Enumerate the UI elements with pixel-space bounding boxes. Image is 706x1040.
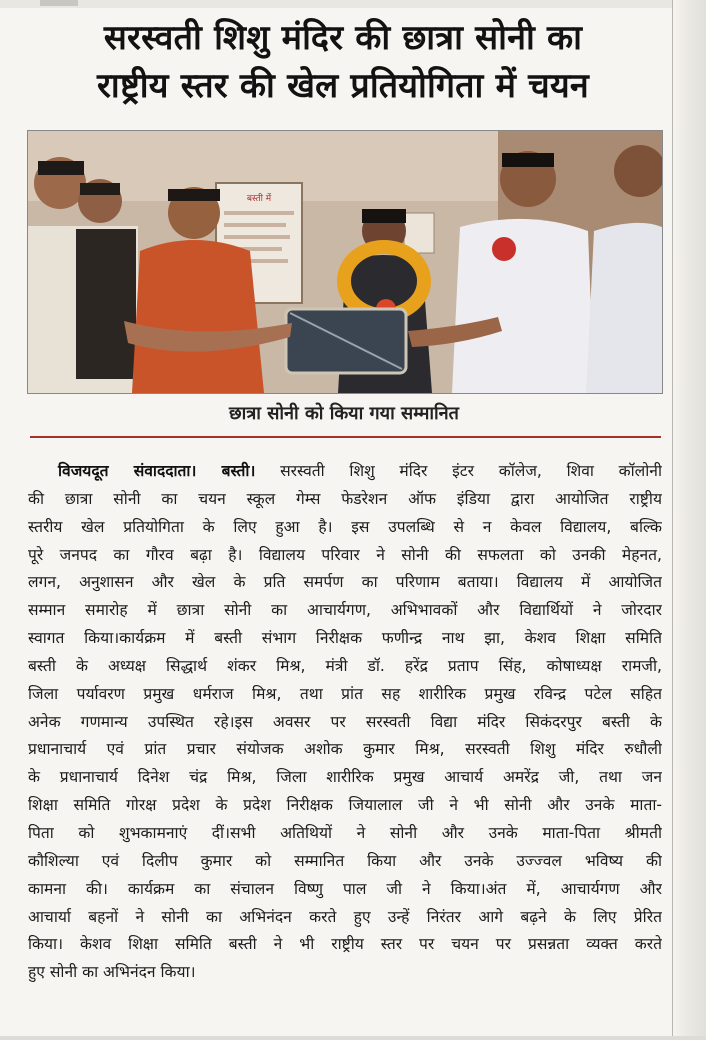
photo-caption: छात्रा सोनी को किया गया सम्मानित xyxy=(229,403,459,424)
article-line: किया। केशव शिक्षा समिति बस्ती ने भी राष्ट्रीय स्तर पर चयन पर प्रसन्नता व्यक्त करते xyxy=(28,935,662,954)
article-line: पिता को शुभकामनाएं दीं।सभी अतिथियों ने सोनी और उनके माता-पिता श्रीमती xyxy=(28,823,662,842)
article-line: कामना की। कार्यक्रम का संचालन विष्णु पाल जी ने किया।अंत में, आचार्यगण और xyxy=(28,879,662,898)
headline-line-2: राष्ट्रीय स्तर की खेल प्रतियोगिता में चयन xyxy=(97,66,589,106)
article-line: कौशिल्या एवं दिलीप कुमार को सम्मानित किया और उनके उज्ज्वल भविष्य की xyxy=(28,851,662,870)
article-line: के प्रधानाचार्य दिनेश चंद्र मिश्र, जिला शारीरिक प्रमुख आचार्य अमरेंद्र जी, तथा जन xyxy=(28,768,662,787)
article-line-1-text: सरस्वती शिशु मंदिर इंटर कॉलेज, शिवा कॉलोनी xyxy=(255,462,662,480)
article-line: जिला पर्यावरण प्रमुख धर्मराज मिश्र, तथा प्रांत सह शारीरिक प्रमुख रविन्द्र पटेल सहित xyxy=(28,684,662,703)
article-line: स्तरीय खेल प्रतियोगिता के लिए हुआ है। इस उपलब्धि से न केवल विद्यालय, बल्कि xyxy=(28,517,662,536)
article-line: अनेक गणमान्य उपस्थित रहे।इस अवसर पर सरस्वती विद्या मंदिर सिकंदरपुर बस्ती के xyxy=(28,712,662,731)
clipped-text-fragment xyxy=(40,0,78,6)
article-line: स्वागत किया।कार्यक्रम में बस्ती संभाग निरीक्षक फणीन्द्र नाथ झा, केशव शिक्षा समिति xyxy=(28,629,662,648)
headline xyxy=(18,14,668,110)
headline-line-1: सरस्वती शिशु मंदिर की छात्रा सोनी का xyxy=(103,18,583,58)
article-line xyxy=(28,458,662,486)
news-photo xyxy=(27,130,663,394)
article-line: सम्मान समारोह में छात्रा सोनी का आचार्यगण, अभिभावकों और विद्यार्थियों ने जोरदार xyxy=(28,601,662,620)
article-line: प्रधानाचार्य एवं प्रांत प्रचार संयोजक अशोक कुमार मिश्र, सरस्वती शिशु मंदिर रुधौली xyxy=(28,740,662,759)
article-line: आचार्या बहनों ने सोनी का अभिनंदन करते हुए उन्हें निरंतर आगे बढ़ने के लिए प्रेरित xyxy=(28,907,662,926)
article-line: हुए सोनी का अभिनंदन किया। xyxy=(28,963,196,982)
article-body xyxy=(28,458,662,987)
top-edge-strip xyxy=(0,0,706,8)
bottom-edge xyxy=(0,1036,706,1040)
ceremony-photo-illustration xyxy=(28,131,662,393)
dateline: विजयदूत संवाददाता। बस्ती। xyxy=(58,462,256,480)
article-line: शिक्षा समिति गोरक्ष प्रदेश के प्रदेश निरीक्षक जियालाल जी ने भी सोनी और उनके माता- xyxy=(28,796,662,815)
article-line: लगन, अनुशासन और खेल के प्रति समर्पण का परिणाम बताया। विद्यालय में आयोजित xyxy=(28,573,662,592)
caption-rule xyxy=(30,436,661,438)
gift-package xyxy=(286,309,406,373)
notice-board-heading: बस्ती में xyxy=(246,194,272,204)
article-line: बस्ती के अध्यक्ष सिद्धार्थ शंकर मिश्र, मंत्री डॉ. हरेंद्र प्रताप सिंह, कोषाध्यक्ष रामजी, xyxy=(28,656,662,675)
page-gutter xyxy=(672,0,706,1040)
article-line: पूरे जनपद का गौरव बढ़ा है। विद्यालय परिवार ने सोनी की सफलता को उनकी मेहनत, xyxy=(28,545,662,564)
column-rule xyxy=(672,0,673,1040)
article-line: की छात्रा सोनी का चयन स्कूल गेम्स फेडरेशन ऑफ इंडिया द्वारा आयोजित राष्ट्रीय xyxy=(28,489,662,508)
